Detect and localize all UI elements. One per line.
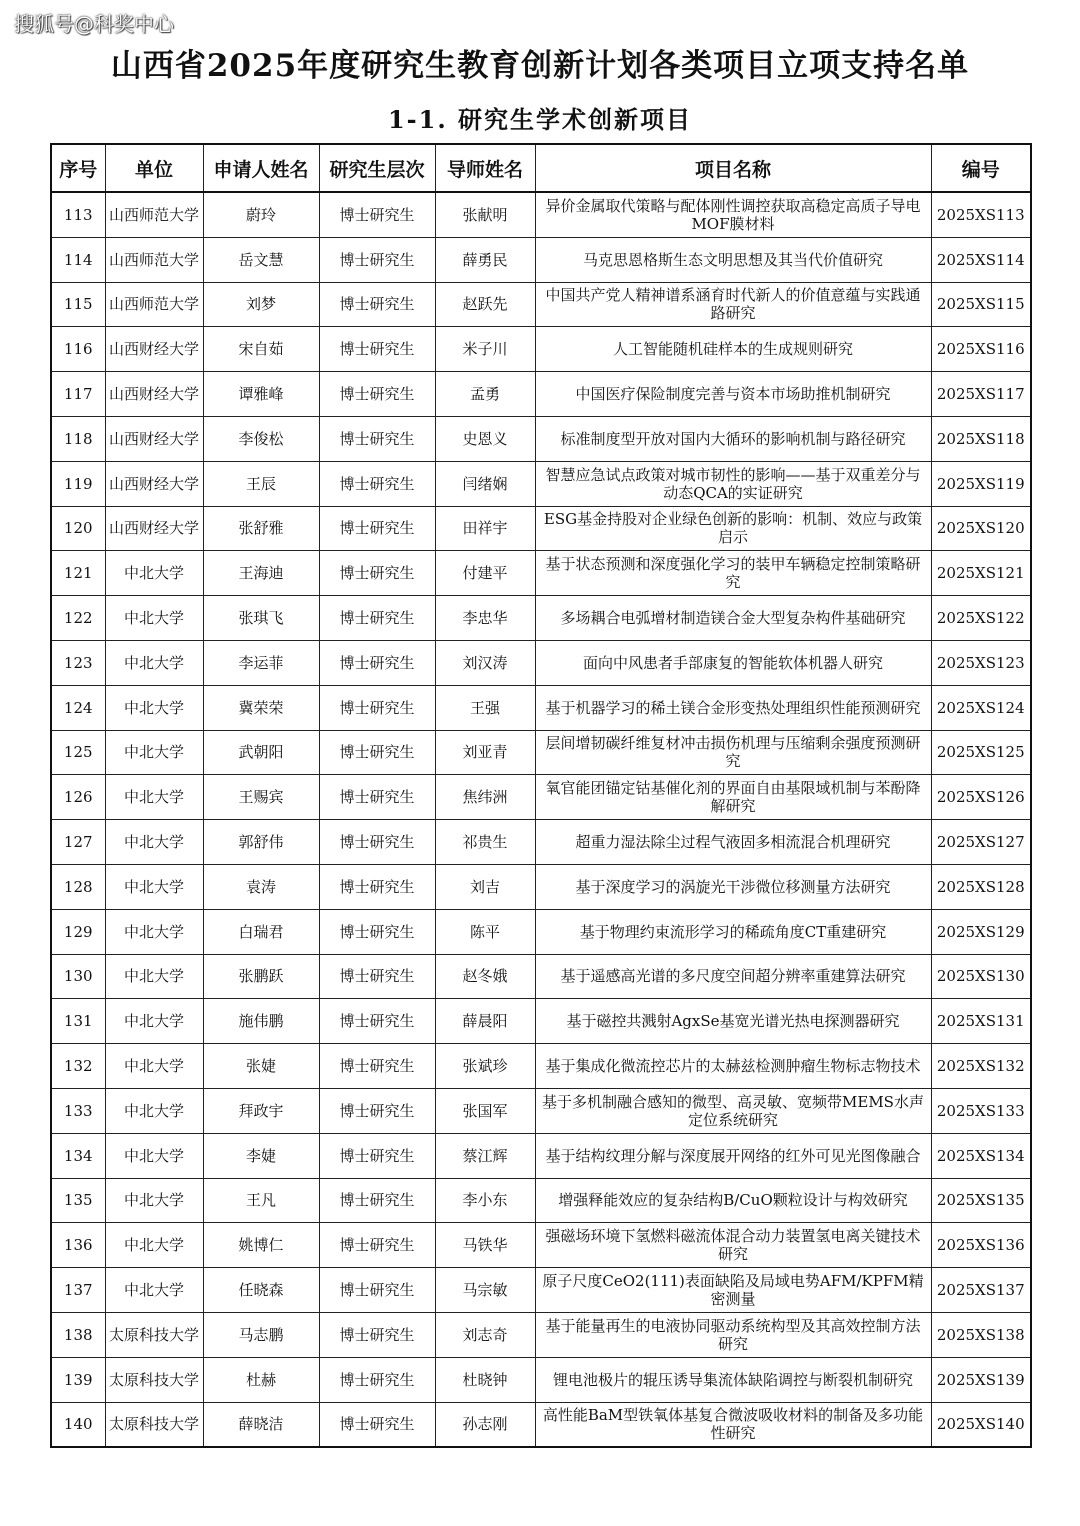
table-row: [51, 730, 1031, 775]
cell-code: 2025XS121: [931, 551, 1031, 596]
cell-level: 博士研究生: [319, 596, 435, 641]
cell-applicant: 岳文慧: [203, 237, 319, 282]
table-row: [51, 1402, 1031, 1447]
cell-code: 2025XS139: [931, 1357, 1031, 1402]
cell-project: 基于物理约束流形学习的稀疏角度CT重建研究: [535, 909, 931, 954]
table-row: [51, 237, 1031, 282]
cell-advisor: 焦纬洲: [435, 775, 535, 820]
table-row: [51, 416, 1031, 461]
table-header-row: [51, 144, 1031, 192]
cell-code: 2025XS135: [931, 1178, 1031, 1223]
cell-level: 博士研究生: [319, 1088, 435, 1133]
cell-no: 119: [51, 461, 105, 506]
cell-no: 113: [51, 192, 105, 237]
cell-code: 2025XS137: [931, 1268, 1031, 1313]
cell-project: 基于磁控共溅射AgxSe基宽光谱光热电探测器研究: [535, 999, 931, 1044]
table-row: [51, 864, 1031, 909]
cell-advisor: 米子川: [435, 327, 535, 372]
cell-no: 116: [51, 327, 105, 372]
table-row: [51, 640, 1031, 685]
cell-level: 博士研究生: [319, 461, 435, 506]
cell-advisor: 刘汉涛: [435, 640, 535, 685]
cell-project: 锂电池极片的辊压诱导集流体缺陷调控与断裂机制研究: [535, 1357, 931, 1402]
cell-applicant: 宋自茹: [203, 327, 319, 372]
cell-code: 2025XS125: [931, 730, 1031, 775]
cell-level: 博士研究生: [319, 820, 435, 865]
cell-project: 标准制度型开放对国内大循环的影响机制与路径研究: [535, 416, 931, 461]
cell-code: 2025XS118: [931, 416, 1031, 461]
cell-code: 2025XS117: [931, 372, 1031, 417]
cell-applicant: 王赐宾: [203, 775, 319, 820]
cell-unit: 中北大学: [105, 640, 203, 685]
cell-project: 基于遥感高光谱的多尺度空间超分辨率重建算法研究: [535, 954, 931, 999]
cell-level: 博士研究生: [319, 1178, 435, 1223]
cell-level: 博士研究生: [319, 1044, 435, 1089]
table-row: [51, 1178, 1031, 1223]
table-row: [51, 1357, 1031, 1402]
cell-level: 博士研究生: [319, 1357, 435, 1402]
table-row: [51, 551, 1031, 596]
watermark: 搜狐号@科奖中心: [14, 12, 174, 36]
cell-unit: 中北大学: [105, 1133, 203, 1178]
cell-no: 115: [51, 282, 105, 327]
cell-advisor: 刘吉: [435, 864, 535, 909]
cell-applicant: 马志鹏: [203, 1312, 319, 1357]
cell-advisor: 王强: [435, 685, 535, 730]
cell-no: 123: [51, 640, 105, 685]
cell-unit: 山西师范大学: [105, 192, 203, 237]
cell-unit: 中北大学: [105, 999, 203, 1044]
cell-code: 2025XS116: [931, 327, 1031, 372]
cell-no: 140: [51, 1402, 105, 1447]
project-table: [50, 143, 1032, 1448]
cell-code: 2025XS136: [931, 1223, 1031, 1268]
cell-level: 博士研究生: [319, 775, 435, 820]
header-level: 研究生层次: [319, 144, 435, 192]
cell-applicant: 袁涛: [203, 864, 319, 909]
cell-project: 基于集成化微流控芯片的太赫兹检测肿瘤生物标志物技术: [535, 1044, 931, 1089]
cell-applicant: 张婕: [203, 1044, 319, 1089]
table-row: [51, 1088, 1031, 1133]
cell-unit: 中北大学: [105, 864, 203, 909]
cell-applicant: 张舒雅: [203, 506, 319, 551]
cell-no: 138: [51, 1312, 105, 1357]
cell-unit: 中北大学: [105, 685, 203, 730]
cell-project: 基于多机制融合感知的微型、高灵敏、宽频带MEMS水声定位系统研究: [535, 1088, 931, 1133]
cell-code: 2025XS132: [931, 1044, 1031, 1089]
cell-applicant: 姚博仁: [203, 1223, 319, 1268]
cell-project: 智慧应急试点政策对城市韧性的影响——基于双重差分与动态QCA的实证研究: [535, 461, 931, 506]
cell-no: 129: [51, 909, 105, 954]
cell-unit: 山西财经大学: [105, 416, 203, 461]
header-applicant: 申请人姓名: [203, 144, 319, 192]
cell-no: 127: [51, 820, 105, 865]
table-row: [51, 461, 1031, 506]
cell-project: 层间增韧碳纤维复材冲击损伤机理与压缩剩余强度预测研究: [535, 730, 931, 775]
cell-unit: 山西财经大学: [105, 372, 203, 417]
cell-project: 马克思恩格斯生态文明思想及其当代价值研究: [535, 237, 931, 282]
header-advisor: 导师姓名: [435, 144, 535, 192]
table-row: [51, 372, 1031, 417]
cell-no: 135: [51, 1178, 105, 1223]
cell-project: 强磁场环境下氢燃料磁流体混合动力装置氢电离关键技术研究: [535, 1223, 931, 1268]
table-row: [51, 1312, 1031, 1357]
cell-advisor: 薛勇民: [435, 237, 535, 282]
cell-project: 多场耦合电弧增材制造镁合金大型复杂构件基础研究: [535, 596, 931, 641]
cell-project: 基于结构纹理分解与深度展开网络的红外可见光图像融合: [535, 1133, 931, 1178]
table-row: [51, 596, 1031, 641]
cell-code: 2025XS114: [931, 237, 1031, 282]
cell-level: 博士研究生: [319, 372, 435, 417]
cell-level: 博士研究生: [319, 1133, 435, 1178]
table-row: [51, 999, 1031, 1044]
cell-code: 2025XS138: [931, 1312, 1031, 1357]
cell-advisor: 赵跃先: [435, 282, 535, 327]
cell-level: 博士研究生: [319, 1402, 435, 1447]
cell-no: 121: [51, 551, 105, 596]
cell-advisor: 刘亚青: [435, 730, 535, 775]
cell-level: 博士研究生: [319, 1268, 435, 1313]
cell-no: 136: [51, 1223, 105, 1268]
cell-advisor: 李忠华: [435, 596, 535, 641]
cell-level: 博士研究生: [319, 685, 435, 730]
cell-no: 114: [51, 237, 105, 282]
cell-applicant: 杜赫: [203, 1357, 319, 1402]
cell-unit: 中北大学: [105, 954, 203, 999]
cell-code: 2025XS123: [931, 640, 1031, 685]
cell-project: 增强释能效应的复杂结构B/CuO颗粒设计与构效研究: [535, 1178, 931, 1223]
cell-unit: 山西师范大学: [105, 237, 203, 282]
cell-advisor: 张献明: [435, 192, 535, 237]
cell-advisor: 孟勇: [435, 372, 535, 417]
cell-unit: 中北大学: [105, 820, 203, 865]
cell-unit: 中北大学: [105, 1268, 203, 1313]
cell-applicant: 李运菲: [203, 640, 319, 685]
cell-level: 博士研究生: [319, 1223, 435, 1268]
table-row: [51, 909, 1031, 954]
cell-applicant: 刘梦: [203, 282, 319, 327]
cell-applicant: 王海迪: [203, 551, 319, 596]
cell-advisor: 张国军: [435, 1088, 535, 1133]
cell-applicant: 李俊松: [203, 416, 319, 461]
cell-no: 118: [51, 416, 105, 461]
cell-code: 2025XS120: [931, 506, 1031, 551]
cell-advisor: 蔡江辉: [435, 1133, 535, 1178]
cell-project: 人工智能随机硅样本的生成规则研究: [535, 327, 931, 372]
cell-level: 博士研究生: [319, 954, 435, 999]
cell-advisor: 赵冬娥: [435, 954, 535, 999]
cell-code: 2025XS129: [931, 909, 1031, 954]
cell-code: 2025XS127: [931, 820, 1031, 865]
cell-code: 2025XS130: [931, 954, 1031, 999]
cell-level: 博士研究生: [319, 864, 435, 909]
table-row: [51, 1133, 1031, 1178]
cell-unit: 山西师范大学: [105, 282, 203, 327]
cell-advisor: 刘志奇: [435, 1312, 535, 1357]
cell-no: 133: [51, 1088, 105, 1133]
cell-advisor: 马铁华: [435, 1223, 535, 1268]
cell-project: 中国共产党人精神谱系涵育时代新人的价值意蕴与实践通路研究: [535, 282, 931, 327]
cell-unit: 中北大学: [105, 1088, 203, 1133]
cell-no: 130: [51, 954, 105, 999]
cell-level: 博士研究生: [319, 999, 435, 1044]
cell-level: 博士研究生: [319, 237, 435, 282]
cell-project: 基于深度学习的涡旋光干涉微位移测量方法研究: [535, 864, 931, 909]
cell-unit: 中北大学: [105, 596, 203, 641]
table-row: [51, 282, 1031, 327]
table-row: [51, 1268, 1031, 1313]
cell-level: 博士研究生: [319, 551, 435, 596]
cell-code: 2025XS131: [931, 999, 1031, 1044]
table-row: [51, 192, 1031, 237]
table-body: [51, 192, 1031, 1447]
cell-project: 超重力湿法除尘过程气液固多相流混合机理研究: [535, 820, 931, 865]
cell-code: 2025XS128: [931, 864, 1031, 909]
cell-advisor: 闫绪娴: [435, 461, 535, 506]
cell-applicant: 王凡: [203, 1178, 319, 1223]
header-no: 序号: [51, 144, 105, 192]
table-row: [51, 1044, 1031, 1089]
cell-unit: 中北大学: [105, 1044, 203, 1089]
cell-applicant: 蔚玲: [203, 192, 319, 237]
cell-applicant: 施伟鹏: [203, 999, 319, 1044]
cell-unit: 中北大学: [105, 730, 203, 775]
cell-applicant: 武朝阳: [203, 730, 319, 775]
cell-code: 2025XS126: [931, 775, 1031, 820]
cell-level: 博士研究生: [319, 416, 435, 461]
cell-unit: 山西财经大学: [105, 506, 203, 551]
cell-no: 124: [51, 685, 105, 730]
cell-advisor: 史恩义: [435, 416, 535, 461]
cell-advisor: 陈平: [435, 909, 535, 954]
table-row: [51, 685, 1031, 730]
cell-code: 2025XS115: [931, 282, 1031, 327]
cell-code: 2025XS133: [931, 1088, 1031, 1133]
cell-advisor: 马宗敏: [435, 1268, 535, 1313]
cell-applicant: 李婕: [203, 1133, 319, 1178]
cell-no: 125: [51, 730, 105, 775]
cell-level: 博士研究生: [319, 506, 435, 551]
cell-code: 2025XS122: [931, 596, 1031, 641]
cell-no: 134: [51, 1133, 105, 1178]
cell-advisor: 杜晓钟: [435, 1357, 535, 1402]
cell-code: 2025XS124: [931, 685, 1031, 730]
cell-project: 面向中风患者手部康复的智能软体机器人研究: [535, 640, 931, 685]
cell-project: 氧官能团锚定钴基催化剂的界面自由基限域机制与苯酚降解研究: [535, 775, 931, 820]
cell-code: 2025XS140: [931, 1402, 1031, 1447]
cell-project: 基于机器学习的稀土镁合金形变热处理组织性能预测研究: [535, 685, 931, 730]
table-row: [51, 506, 1031, 551]
cell-unit: 中北大学: [105, 775, 203, 820]
cell-applicant: 拜政宇: [203, 1088, 319, 1133]
cell-applicant: 薛晓洁: [203, 1402, 319, 1447]
cell-level: 博士研究生: [319, 192, 435, 237]
cell-no: 131: [51, 999, 105, 1044]
cell-no: 132: [51, 1044, 105, 1089]
cell-advisor: 李小东: [435, 1178, 535, 1223]
cell-project: 高性能BaM型铁氧体基复合微波吸收材料的制备及多功能性研究: [535, 1402, 931, 1447]
cell-applicant: 张琪飞: [203, 596, 319, 641]
table-row: [51, 775, 1031, 820]
cell-advisor: 孙志刚: [435, 1402, 535, 1447]
cell-no: 128: [51, 864, 105, 909]
cell-unit: 太原科技大学: [105, 1402, 203, 1447]
cell-no: 139: [51, 1357, 105, 1402]
cell-unit: 山西财经大学: [105, 461, 203, 506]
cell-applicant: 白瑞君: [203, 909, 319, 954]
cell-unit: 中北大学: [105, 1223, 203, 1268]
cell-level: 博士研究生: [319, 730, 435, 775]
cell-applicant: 任晓森: [203, 1268, 319, 1313]
cell-project: 异价金属取代策略与配体刚性调控获取高稳定高质子导电MOF膜材料: [535, 192, 931, 237]
cell-applicant: 冀荣荣: [203, 685, 319, 730]
cell-advisor: 付建平: [435, 551, 535, 596]
cell-advisor: 田祥宇: [435, 506, 535, 551]
cell-code: 2025XS113: [931, 192, 1031, 237]
table-row: [51, 327, 1031, 372]
cell-unit: 太原科技大学: [105, 1357, 203, 1402]
page-title: 山西省2025年度研究生教育创新计划各类项目立项支持名单: [110, 48, 970, 84]
cell-applicant: 王辰: [203, 461, 319, 506]
cell-advisor: 祁贵生: [435, 820, 535, 865]
cell-applicant: 谭雅峰: [203, 372, 319, 417]
cell-advisor: 薛晨阳: [435, 999, 535, 1044]
cell-no: 122: [51, 596, 105, 641]
table-row: [51, 1223, 1031, 1268]
cell-project: 原子尺度CeO2(111)表面缺陷及局域电势AFM/KPFM精密测量: [535, 1268, 931, 1313]
cell-no: 117: [51, 372, 105, 417]
cell-advisor: 张斌珍: [435, 1044, 535, 1089]
cell-level: 博士研究生: [319, 282, 435, 327]
header-code: 编号: [931, 144, 1031, 192]
header-project: 项目名称: [535, 144, 931, 192]
cell-unit: 山西财经大学: [105, 327, 203, 372]
cell-unit: 太原科技大学: [105, 1312, 203, 1357]
table-row: [51, 820, 1031, 865]
section-subtitle: 1-1. 研究生学术创新项目: [387, 105, 693, 134]
cell-level: 博士研究生: [319, 1312, 435, 1357]
cell-no: 120: [51, 506, 105, 551]
cell-no: 137: [51, 1268, 105, 1313]
cell-level: 博士研究生: [319, 640, 435, 685]
cell-project: 中国医疗保险制度完善与资本市场助推机制研究: [535, 372, 931, 417]
cell-applicant: 张鹏跃: [203, 954, 319, 999]
cell-applicant: 郭舒伟: [203, 820, 319, 865]
cell-code: 2025XS134: [931, 1133, 1031, 1178]
cell-unit: 中北大学: [105, 909, 203, 954]
cell-no: 126: [51, 775, 105, 820]
cell-unit: 中北大学: [105, 551, 203, 596]
header-unit: 单位: [105, 144, 203, 192]
cell-code: 2025XS119: [931, 461, 1031, 506]
cell-level: 博士研究生: [319, 909, 435, 954]
table-row: [51, 954, 1031, 999]
cell-unit: 中北大学: [105, 1178, 203, 1223]
cell-project: 基于状态预测和深度强化学习的装甲车辆稳定控制策略研究: [535, 551, 931, 596]
cell-project: 基于能量再生的电液协同驱动系统构型及其高效控制方法研究: [535, 1312, 931, 1357]
cell-level: 博士研究生: [319, 327, 435, 372]
cell-project: ESG基金持股对企业绿色创新的影响：机制、效应与政策启示: [535, 506, 931, 551]
